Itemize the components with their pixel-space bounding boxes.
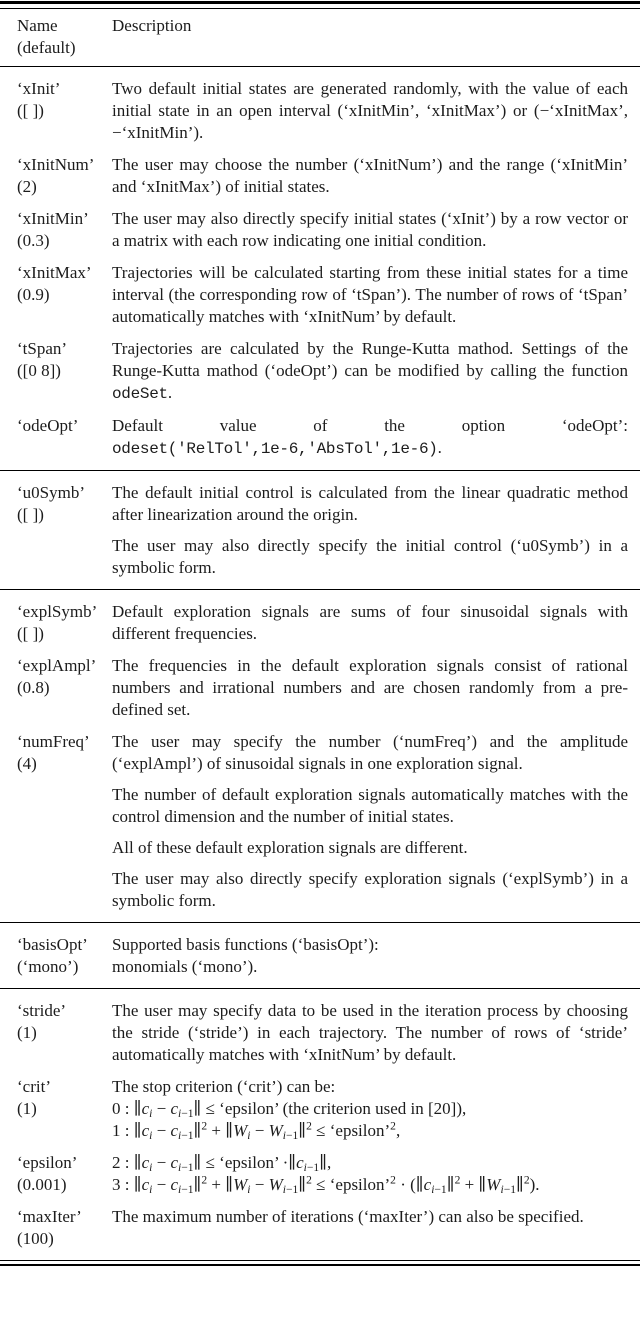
param-default: ([ ])	[17, 100, 44, 120]
param-name: ‘explSymb’	[17, 601, 98, 621]
table-row-u0Symb	[0, 482, 640, 579]
table-row-numFreq	[0, 731, 640, 912]
param-default: (‘mono’)	[17, 956, 79, 976]
stop-criterion-0: 0 : $\parallel c_i$ − $c_{i-1}\parallel$ ≤ ‘epsilon’ (the criterion used in [20]),	[112, 1098, 467, 1120]
param-description: The frequencies in the default exploration signals consist of rational numbers and irrational numbers and are chosen randomly from a pre-defined set.	[112, 655, 628, 719]
param-default: (0.3)	[17, 230, 50, 250]
param-description: The stop criterion (‘crit’) can be:	[112, 1076, 336, 1096]
table-row-maxIter	[0, 1206, 640, 1250]
header-default-label: (default)	[17, 37, 76, 57]
stop-criterion-3: 3 : $\parallel c_i$ − $c_{i-1}\parallel^2$ + $\parallel W_i$ − $W_{i-1}\parallel^2$ ≤ ‘epsilon’$^2$ · ($\parallel c_{i-1}\parallel^2$ + $\parallel W_{i-1}\parallel^2$).	[112, 1173, 540, 1196]
param-default: ([ ])	[17, 623, 44, 643]
param-default: (0.001)	[17, 1174, 67, 1194]
param-description: The user may specify the number (‘numFreq’) and the amplitude (‘explAmpl’) of sinusoidal signals in one exploration signal.	[112, 731, 628, 773]
table-row-xInitMax	[0, 262, 640, 328]
param-description: The user may choose the number (‘xInitNum’) and the range (‘xInitMin’ and ‘xInitMax’) of initial states.	[112, 154, 628, 196]
table-row-xInit	[0, 78, 640, 144]
param-name: ‘crit’	[17, 1076, 51, 1096]
table-row-epsilon	[0, 1152, 640, 1196]
param-description: The user may also directly specify initial states (‘xInit’) by a row vector or a matrix with each row indicating one initial condition.	[112, 208, 628, 250]
param-description: Trajectories are calculated by the Runge-Kutta mathod. Settings of the Runge-Kutta mathod (‘odeOpt’) can be modified by calling the function odeSet.	[112, 338, 628, 403]
param-name: ‘tSpan’	[17, 338, 68, 358]
param-default: ([ ])	[17, 504, 44, 524]
table-row-stride	[0, 1000, 640, 1066]
param-name: ‘stride’	[17, 1000, 67, 1020]
table-section-initial-states	[0, 66, 640, 470]
param-description: All of these default exploration signals are different.	[112, 837, 468, 857]
param-default: (0.9)	[17, 284, 50, 304]
param-default: (4)	[17, 753, 37, 773]
param-name: ‘xInitMin’	[17, 208, 89, 228]
stop-criterion-2: 2 : $\parallel c_i$ − $c_{i-1}\parallel$ ≤ ‘epsilon’ $\cdot\parallel c_{i-1}\parallel$,	[112, 1152, 332, 1174]
stop-criterion-1: 1 : $\parallel c_i$ − $c_{i-1}\parallel^2$ + $\parallel W_i$ − $W_{i-1}\parallel^2$ ≤ ‘epsilon’$^2$,	[112, 1119, 401, 1142]
param-description: The user may also directly specify the initial control (‘u0Symb’) in a symbolic form.	[112, 535, 628, 577]
param-name: ‘odeOpt’	[17, 415, 79, 435]
param-description: The user may specify data to be used in the iteration process by choosing the stride (‘stride’) in each trajectory. The number of rows of ‘stride’ automatically matches with ‘xInitNum’ by default.	[112, 1000, 628, 1064]
table-row-tSpan	[0, 338, 640, 405]
table-row-xInitNum	[0, 154, 640, 198]
header-description-label: Description	[112, 15, 192, 35]
param-name: ‘maxIter’	[17, 1206, 82, 1226]
param-default: (1)	[17, 1022, 37, 1042]
table-bottom-rule-thick	[0, 1264, 640, 1267]
table-row-odeOpt	[0, 415, 640, 460]
table-header	[0, 9, 640, 66]
param-name: ‘explAmpl’	[17, 655, 97, 675]
param-description: The user may also directly specify exploration signals (‘explSymb’) in a symbolic form.	[112, 868, 628, 910]
header-name-label: Name	[17, 15, 58, 35]
param-description: Two default initial states are generated randomly, with the value of each initial state in an open interval (‘xInitMin’, ‘xInitMax’) or (−‘xInitMax’, −‘xInitMin’).	[112, 78, 628, 142]
table-row-crit	[0, 1076, 640, 1142]
param-name: ‘u0Symb’	[17, 482, 85, 502]
table-row-explSymb	[0, 601, 640, 645]
table-section-exploration-signals	[0, 589, 640, 922]
param-description: monomials (‘mono’).	[112, 956, 258, 976]
table-section-initial-control	[0, 470, 640, 589]
param-default: ([0 8])	[17, 360, 61, 380]
param-name: ‘basisOpt’	[17, 934, 88, 954]
table-row-xInitMin	[0, 208, 640, 252]
table-section-iteration	[0, 988, 640, 1260]
param-description: Trajectories will be calculated starting from these initial states for a time interval (the corresponding row of ‘tSpan’). The number of rows of ‘tSpan’ automatically matches with ‘xInitNum’ by default.	[112, 262, 628, 326]
param-description: Supported basis functions (‘basisOpt’):	[112, 934, 379, 954]
table-row-basisOpt	[0, 934, 640, 978]
param-name: ‘epsilon’	[17, 1152, 78, 1172]
param-default: (0.8)	[17, 677, 50, 697]
table-row-explAmpl	[0, 655, 640, 721]
param-default: (100)	[17, 1228, 54, 1248]
param-description: Default exploration signals are sums of four sinusoidal signals with different frequencies.	[112, 601, 628, 643]
param-description: The maximum number of iterations (‘maxIter’) can also be specified.	[112, 1206, 584, 1226]
param-description: The default initial control is calculated from the linear quadratic method after linearization around the origin.	[112, 482, 628, 524]
param-description: The number of default exploration signals automatically matches with the control dimension and the number of initial states.	[112, 784, 628, 826]
param-default: (2)	[17, 176, 37, 196]
param-description: Default value of the option ‘odeOpt’: odeset('RelTol',1e-6,'AbsTol',1e-6).	[112, 415, 628, 458]
table-section-basis-functions	[0, 922, 640, 988]
param-name: ‘xInit’	[17, 78, 61, 98]
param-name: ‘numFreq’	[17, 731, 90, 751]
param-name: ‘xInitNum’	[17, 154, 95, 174]
param-name: ‘xInitMax’	[17, 262, 92, 282]
param-default: (1)	[17, 1098, 37, 1118]
